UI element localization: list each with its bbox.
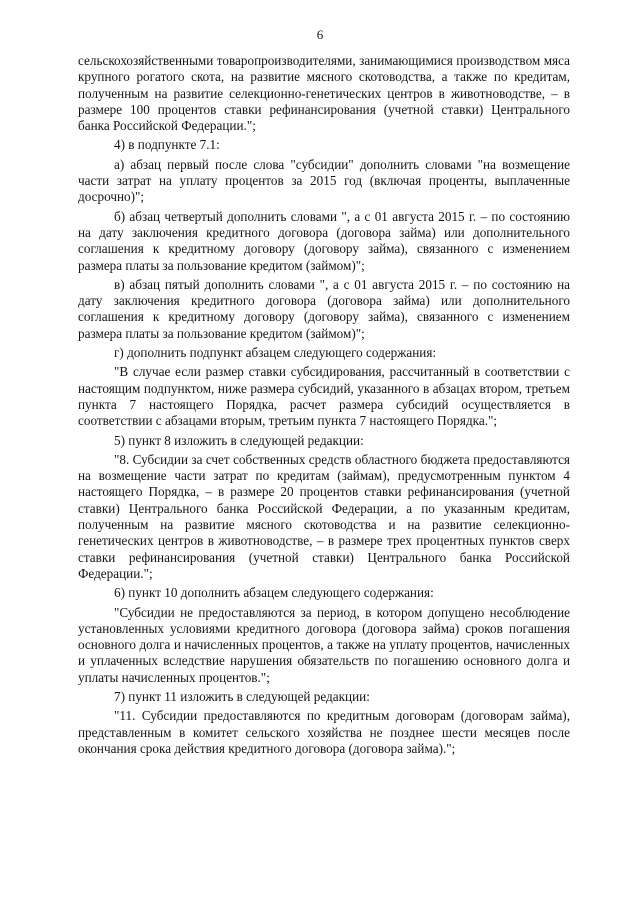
document-body xyxy=(78,53,570,760)
page-number: 6 xyxy=(316,27,324,42)
paragraph-quote-11: "11. Субсидии предоставляются по кредитным договорам (договорам займа), представленным в комитет сельского хозяйства не позднее шести месяцев после окончания срока действия кредитного договора (договора займа)."; xyxy=(78,708,570,756)
paragraph-continuation: сельскохозяйственными товаропроизводителями, занимающимися производством мяса крупного рогатого скота, на развитие мясного скотоводства, а также по кредитам, полученным на развитие селекционно-генетических центров в животноводстве, – в размере 100 процентов ставки рефинансирования (учетной ставки) Центрального банка Российской Федерации."; xyxy=(78,53,570,134)
paragraph-item-4a: а) абзац первый после слова "субсидии" дополнить словами "на возмещение части затрат на уплату процентов за 2015 год (включая проценты, выплаченные досрочно)"; xyxy=(78,156,570,205)
paragraph-quote-10: "Субсидии не предоставляются за период, в котором допущено несоблюдение установленных условиями кредитного договора (договора займа) сроков погашения основного долга и начисленных процентов, а также на уплату процентов, начисленных и уплаченных вследствие нарушения обязательств по погашению основного долга и уплаты начисленных процентов."; xyxy=(78,604,570,685)
paragraph-quote-8: "8. Субсидии за счет собственных средств областного бюджета предоставляются на возмещение части затрат по кредитам (займам), предусмотренным пунктом 4 настоящего Порядка, – в размере 20 процентов ставки рефинансирования (учетной ставки) Центрального банка Российской Федерации, а по указанным кредитам, полученным на развитие мясного скотоводства и на развитие селекционно-генетических центров в животноводстве, – в размере трех процентных пунктов сверх ставки рефинансирования (учетной ставки) Центрального банка Российской Федерации."; xyxy=(78,451,570,581)
paragraph-quote-4g: "В случае если размер ставки субсидирования, рассчитанный в соответствии с настоящим подпунктом, ниже размера субсидий, указанного в абзацах втором, третьем пункта 7 настоящего Порядка, расчет размера субсидий осуществляется в соответствии с абзацами вторым, третьим пункта 7 настоящего Порядка."; xyxy=(78,364,570,429)
paragraph-item-4v: в) абзац пятый дополнить словами ", а с 01 августа 2015 г. – по состоянию на дату заключения кредитного договора (договора займа) или дополнительного соглашения к кредитному договору (договору займа), связанного с изменением размера платы за пользование кредитом (займом)"; xyxy=(78,276,570,341)
paragraph-item-4: 4) в подпункте 7.1: xyxy=(114,137,220,153)
paragraph-item-4b: б) абзац четвертый дополнить словами ", а с 01 августа 2015 г. – по состоянию на дату заключения кредитного договора (договора займа) или дополнительного соглашения к кредитному договору (договору займа), связанного с изменением размера платы за пользование кредитом (займом)"; xyxy=(78,208,570,273)
paragraph-item-7: 7) пункт 11 изложить в следующей редакции: xyxy=(114,688,370,704)
paragraph-item-4g: г) дополнить подпункт абзацем следующего содержания: xyxy=(114,345,437,361)
paragraph-item-5: 5) пункт 8 изложить в следующей редакции: xyxy=(114,432,364,448)
paragraph-item-6: 6) пункт 10 дополнить абзацем следующего содержания: xyxy=(114,585,434,601)
